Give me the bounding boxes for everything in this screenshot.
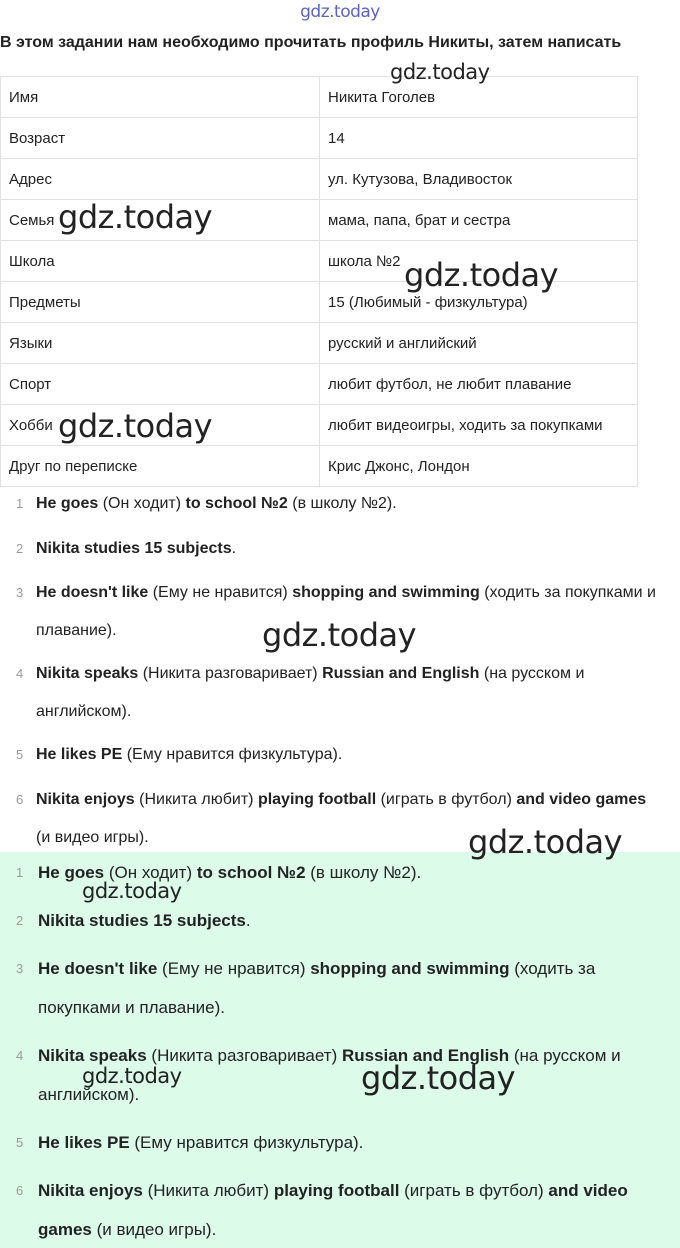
profile-value: любит футбол, не любит плавание (320, 364, 638, 405)
english-phrase: and video games (38, 1181, 628, 1239)
english-phrase: Nikita speaks (38, 1046, 147, 1065)
item-number: 3 (16, 585, 24, 600)
profile-row (1, 77, 638, 118)
item-text (38, 1171, 668, 1248)
english-phrase: He goes (38, 863, 105, 882)
item-number: 3 (16, 961, 24, 976)
translation-text: (в школу №2). (305, 863, 422, 882)
profile-row (1, 364, 638, 405)
profile-row (1, 323, 638, 364)
site-logo[interactable]: gdz.today (300, 2, 380, 22)
item-text (36, 485, 656, 523)
profile-key: Хобби (1, 405, 320, 446)
profile-key: Друг по переписке (1, 446, 320, 487)
english-phrase: Nikita studies 15 subjects (38, 911, 246, 930)
task-intro: В этом задании нам необходимо прочитать профиль Никиты, затем написать (0, 34, 622, 51)
english-phrase: He likes PE (36, 746, 123, 763)
profile-value: ул. Кутузова, Владивосток (320, 159, 638, 200)
translation-text: (и видео игры). (91, 1220, 217, 1239)
english-phrase: Nikita speaks (36, 665, 139, 682)
item-number: 5 (16, 1135, 24, 1150)
translation-text: (Никита разговаривает) (146, 1046, 342, 1065)
translation-text: (Он ходит) (104, 863, 197, 882)
profile-value: Крис Джонс, Лондон (320, 446, 638, 487)
item-number: 1 (16, 865, 24, 880)
translation-text: (и видео игры). (36, 829, 149, 846)
translation-text: (на русском и английском). (38, 1046, 621, 1104)
translation-text: (Ему не нравится) (157, 959, 311, 978)
profile-key: Языки (1, 323, 320, 364)
item-text (38, 901, 668, 940)
translation-text: . (231, 540, 237, 557)
english-phrase: to school №2 (185, 495, 288, 512)
watermark: gdz.today (262, 616, 417, 654)
profile-value: 14 (320, 118, 638, 159)
translation-text: (Никита любит) (142, 1181, 274, 1200)
profile-key: Возраст (1, 118, 320, 159)
item-number: 1 (16, 496, 24, 511)
english-phrase: shopping and swimming (310, 959, 510, 978)
item-number: 4 (16, 1048, 24, 1063)
translation-text: (на русском и английском). (36, 665, 585, 720)
english-phrase: Nikita enjoys (38, 1181, 143, 1200)
translation-text: (Ему не нравится) (148, 584, 293, 601)
watermark: gdz.today (468, 823, 623, 861)
watermark: gdz.today (82, 1064, 182, 1088)
english-phrase: He goes (36, 495, 99, 512)
english-phrase: He doesn't like (36, 584, 149, 601)
profile-key: Имя (1, 77, 320, 118)
english-phrase: shopping and swimming (292, 584, 480, 601)
english-phrase: to school №2 (196, 863, 306, 882)
english-phrase: playing football (257, 791, 377, 808)
profile-key: Спорт (1, 364, 320, 405)
english-phrase: playing football (273, 1181, 400, 1200)
item-number: 6 (16, 792, 24, 807)
profile-key: Предметы (1, 282, 320, 323)
profile-key: Школа (1, 241, 320, 282)
item-number: 2 (16, 541, 24, 556)
watermark: gdz.today (82, 879, 182, 903)
profile-key: Адрес (1, 159, 320, 200)
watermark: gdz.today (58, 407, 213, 445)
item-text (36, 736, 656, 774)
english-phrase: Nikita studies 15 subjects (36, 540, 232, 557)
item-number: 6 (16, 1183, 24, 1198)
profile-value: мама, папа, брат и сестра (320, 200, 638, 241)
profile-value: любит видеоигры, ходить за покупками (320, 405, 638, 446)
translation-text: (Никита разговаривает) (138, 665, 323, 682)
translation-text: (играть в футбол) (376, 791, 517, 808)
profile-row (1, 118, 638, 159)
translation-text: (играть в футбол) (399, 1181, 549, 1200)
profile-key: Семья (1, 200, 320, 241)
item-text (36, 655, 656, 731)
english-phrase: He doesn't like (38, 959, 158, 978)
profile-row (1, 159, 638, 200)
translation-text: (Он ходит) (98, 495, 186, 512)
translation-text: (ходить за покупками и плавание). (36, 584, 656, 639)
profile-value: 15 (Любимый - физкультура) (320, 282, 638, 323)
english-phrase: Nikita enjoys (36, 791, 135, 808)
translation-text: (ходить за покупками и плавание). (38, 959, 596, 1017)
profile-value: Никита Гоголев (320, 77, 638, 118)
watermark: gdz.today (404, 256, 559, 294)
english-phrase: He likes PE (38, 1133, 130, 1152)
item-number: 2 (16, 913, 24, 928)
profile-value: школа №2 (320, 241, 638, 282)
english-phrase: and video games (516, 791, 647, 808)
item-number: 5 (16, 747, 24, 762)
watermark: gdz.today (390, 60, 490, 84)
watermark: gdz.today (58, 198, 213, 236)
translation-text: . (245, 911, 251, 930)
item-number: 4 (16, 666, 24, 681)
translation-text: (Ему нравится физкультура). (129, 1133, 364, 1152)
profile-value: русский и английский (320, 323, 638, 364)
item-text (38, 949, 668, 1027)
translation-text: (Ему нравится физкультура). (122, 746, 343, 763)
translation-text: (в школу №2). (287, 495, 397, 512)
profile-row (1, 446, 638, 487)
item-text (38, 1123, 668, 1162)
english-phrase: Russian and English (341, 1046, 510, 1065)
watermark: gdz.today (361, 1059, 516, 1097)
translation-text: (Никита любит) (134, 791, 258, 808)
english-phrase: Russian and English (322, 665, 480, 682)
item-text (36, 530, 656, 568)
